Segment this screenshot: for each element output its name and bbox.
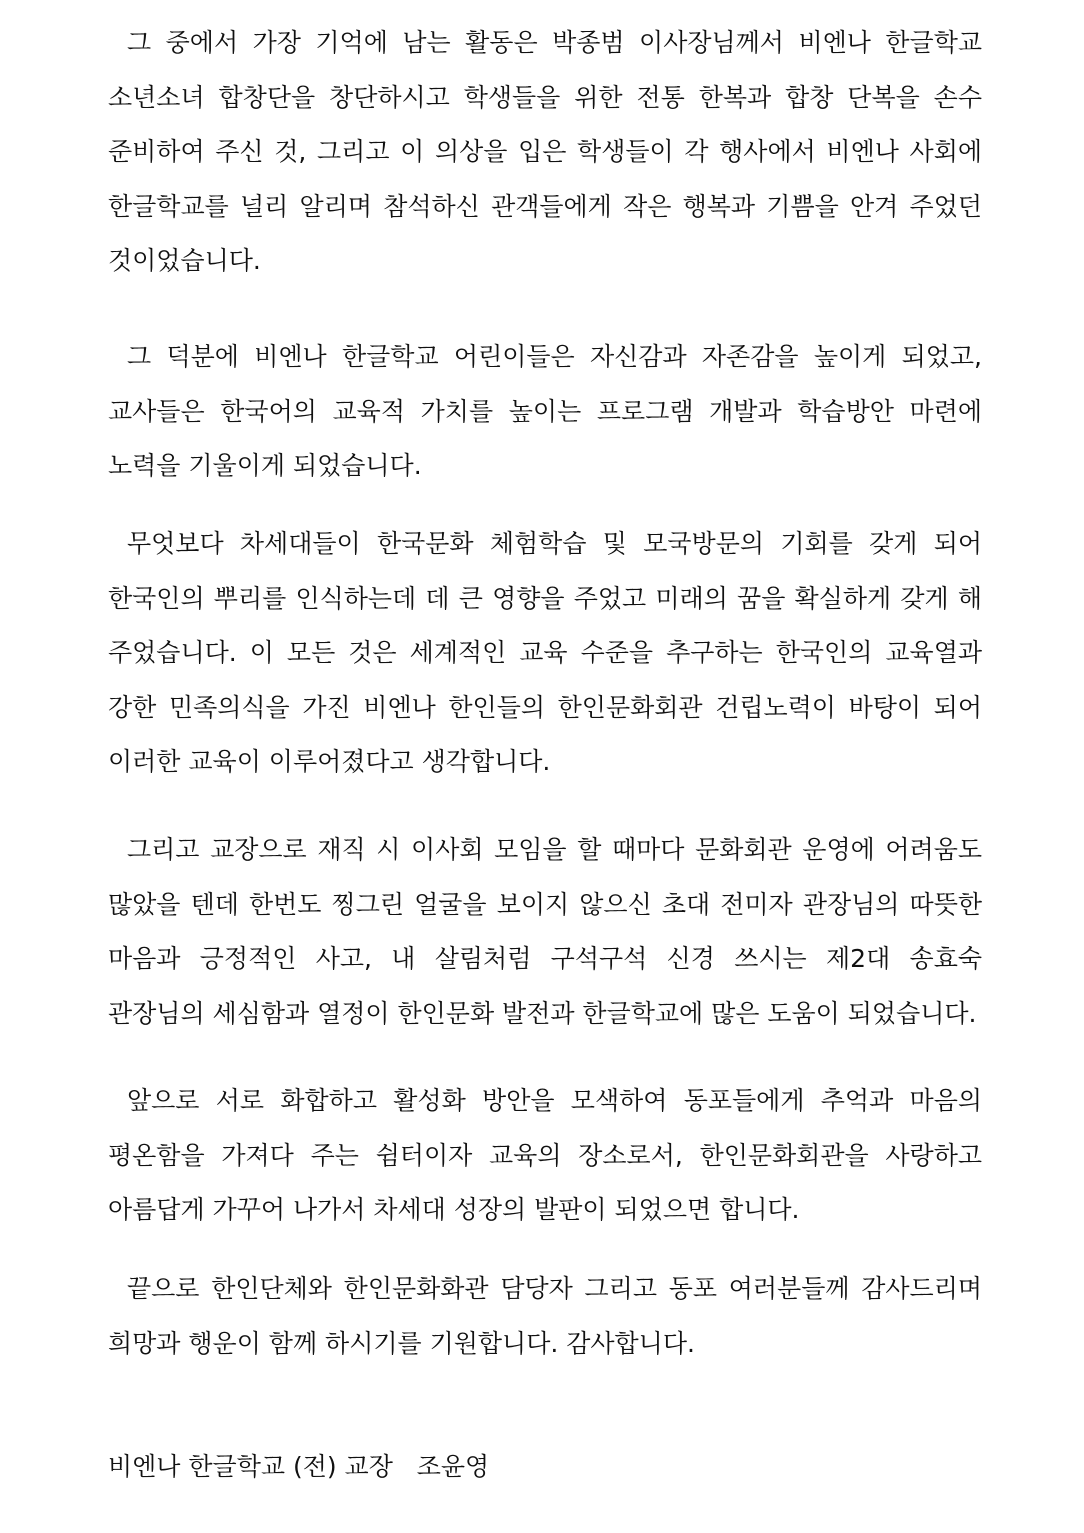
paragraph-directors-thanks: 그리고 교장으로 재직 시 이사회 모임을 할 때마다 문화회관 운영에 어려움도 많았을 텐데 한번도 찡그린 얼굴을 보이지 않으신 초대 전미자 관장님의 따뜻한 마음과 긍정적인 사고, 내 살림처럼 구석구석 신경 쓰시는 제2대 송효숙 관장님의 세심함과 열정이 한인문화 발전과 한글학교에 많은 도움이 되었습니다.	[108, 835, 982, 1028]
signature-line: 비엔나 한글학교 (전) 교장 조윤영	[108, 1452, 490, 1481]
paragraph-closing: 끝으로 한인단체와 한인문화화관 담당자 그리고 동포 여러분들께 감사드리며 희망과 행운이 함께 하시기를 기원합니다. 감사합니다.	[108, 1274, 982, 1358]
paragraph-future-hopes: 앞으로 서로 화합하고 활성화 방안을 모색하여 동포들에게 추억과 마음의 평온함을 가져다 주는 쉼터이자 교육의 장소로서, 한인문화회관을 사랑하고 아름답게 가꾸어 나가서 차세대 성장의 발판이 되었으면 합니다.	[108, 1086, 982, 1224]
paragraph-confidence: 그 덕분에 비엔나 한글학교 어린이들은 자신감과 자존감을 높이게 되었고, 교사들은 한국어의 교육적 가치를 높이는 프로그램 개발과 학습방안 마련에 노력을 기울이게 되었습니다.	[108, 342, 982, 480]
paragraph-next-generation: 무엇보다 차세대들이 한국문화 체험학습 및 모국방문의 기회를 갖게 되어 한국인의 뿌리를 인식하는데 데 큰 영향을 주었고 미래의 꿈을 확실하게 갖게 해 주었습니다. 이 모든 것은 세계적인 교육 수준을 추구하는 한국인의 교육열과 강한 민족의식을 가진 비엔나 한인들의 한인문화회관 건립노력이 바탕이 되어 이러한 교육이 이루어졌다고 생각합니다.	[108, 529, 982, 776]
paragraph-choir-memory: 그 중에서 가장 기억에 남는 활동은 박종범 이사장님께서 비엔나 한글학교 소년소녀 합창단을 창단하시고 학생들을 위한 전통 한복과 합창 단복을 손수 준비하여 주신 것, 그리고 이 의상을 입은 학생들이 각 행사에서 비엔나 사회에 한글학교를 널리 알리며 참석하신 관객들에게 작은 행복과 기쁨을 안겨 주었던 것이었습니다.	[108, 28, 982, 275]
